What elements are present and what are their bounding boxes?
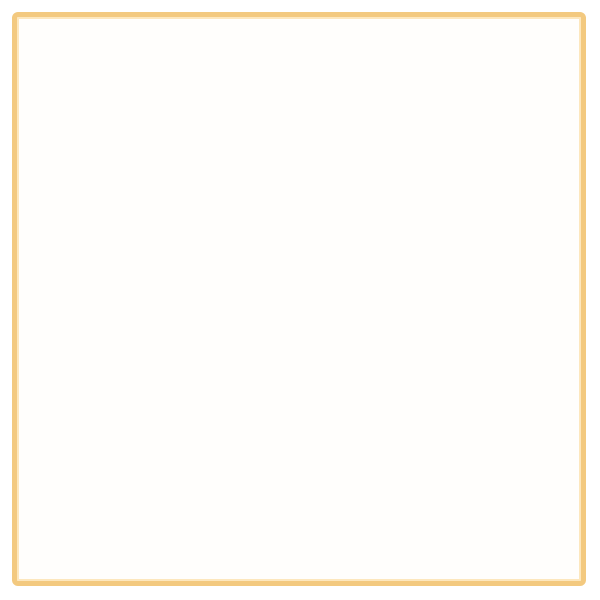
notice-frame bbox=[12, 12, 586, 586]
